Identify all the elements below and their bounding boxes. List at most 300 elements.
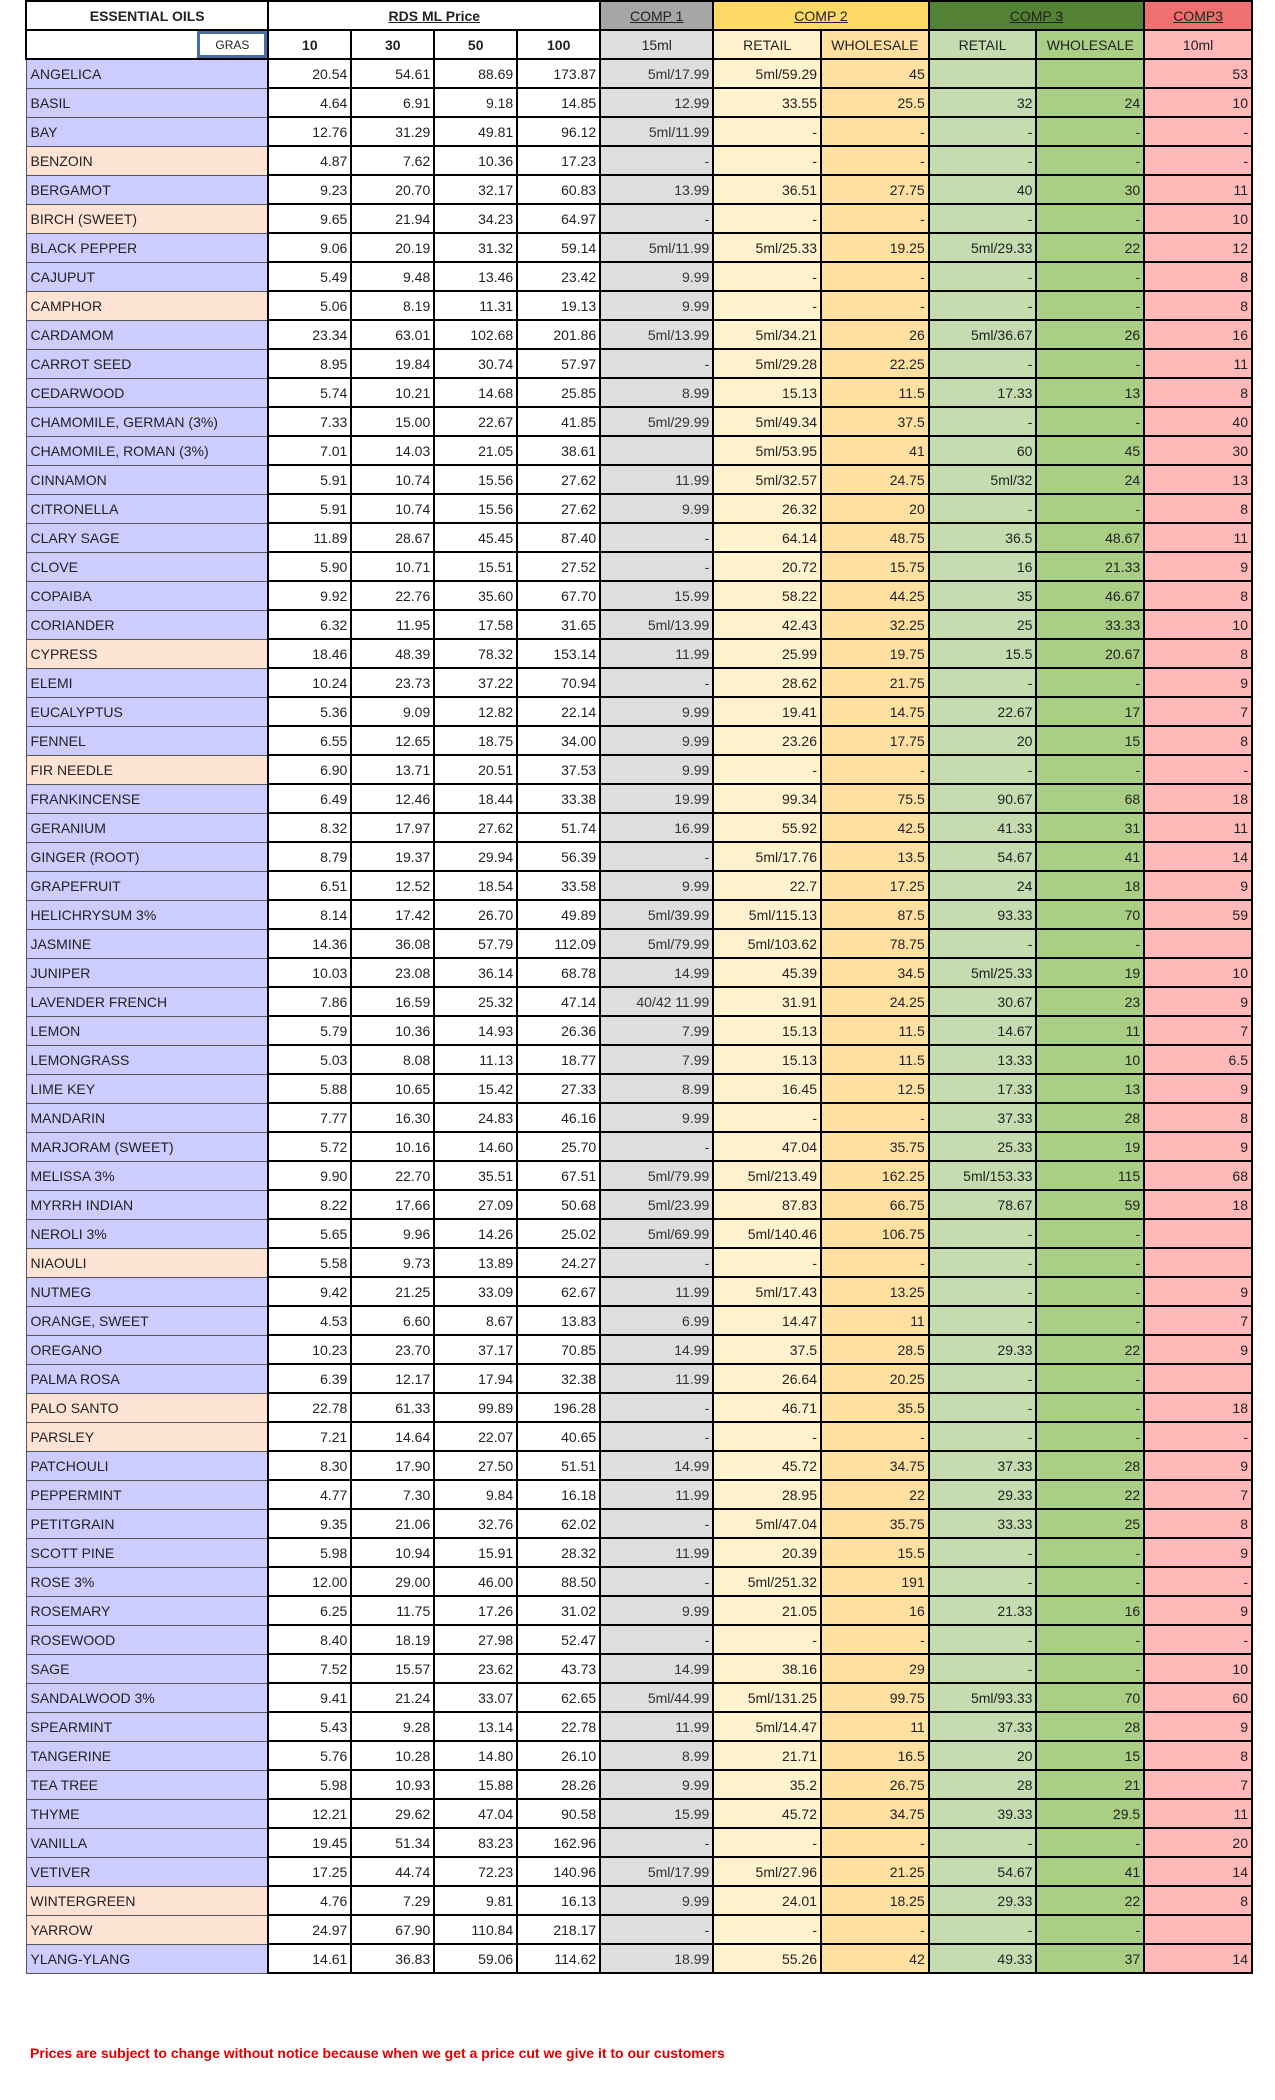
table-row [26, 204, 1252, 233]
comp3-retail-cell: - [929, 668, 1037, 697]
price-30ml-cell: 21.06 [351, 1509, 434, 1538]
comp2-wholesale-cell: 48.75 [821, 523, 929, 552]
comp2-label: COMP 2 [794, 7, 848, 24]
comp3-retail-cell: - [929, 1248, 1037, 1277]
comp4-10ml-cell: 8 [1144, 1509, 1252, 1538]
price-50ml-cell: 17.94 [434, 1364, 517, 1393]
price-50ml-cell: 29.94 [434, 842, 517, 871]
comp2-wholesale-cell: 16 [821, 1596, 929, 1625]
oil-name: JASMINE [26, 929, 268, 958]
comp1-15ml-cell: 11.99 [600, 1712, 713, 1741]
comp1-15ml-cell: - [600, 1393, 713, 1422]
comp1-15ml-cell: 5ml/44.99 [600, 1683, 713, 1712]
table-row [26, 1016, 1252, 1045]
comp2-wholesale-cell: 87.5 [821, 900, 929, 929]
comp4-10ml-cell: 8 [1144, 1741, 1252, 1770]
comp3-retail-cell: 15.5 [929, 639, 1037, 668]
comp4-10ml-cell: 9 [1144, 871, 1252, 900]
price-30ml-cell: 10.21 [351, 378, 434, 407]
comp1-15ml-cell: 9.99 [600, 697, 713, 726]
comp3-wholesale-cell: 48.67 [1036, 523, 1144, 552]
table-row [26, 755, 1252, 784]
comp4-10ml-cell: 60 [1144, 1683, 1252, 1712]
price-50ml-cell: 31.32 [434, 233, 517, 262]
comp3-retail-cell [929, 59, 1037, 88]
comp3-wholesale-cell: 68 [1036, 784, 1144, 813]
comp2-wholesale-cell: 13.5 [821, 842, 929, 871]
oil-name: PATCHOULI [26, 1451, 268, 1480]
comp2-retail-cell: 21.05 [713, 1596, 821, 1625]
comp1-15ml-cell: - [600, 1625, 713, 1654]
comp1-15ml-cell [600, 436, 713, 465]
price-30ml-cell: 9.73 [351, 1248, 434, 1277]
comp3-wholesale-cell: - [1036, 494, 1144, 523]
comp3-retail-cell: 37.33 [929, 1712, 1037, 1741]
comp2-retail-cell: 20.39 [713, 1538, 821, 1567]
comp2-retail-cell: 5ml/17.43 [713, 1277, 821, 1306]
comp2-retail-cell: 36.51 [713, 175, 821, 204]
price-50ml-cell: 14.68 [434, 378, 517, 407]
table-row [26, 1219, 1252, 1248]
comp3-retail-cell: 5ml/36.67 [929, 320, 1037, 349]
price-10ml-cell: 22.78 [268, 1393, 351, 1422]
price-10ml-cell: 14.61 [268, 1944, 351, 1973]
price-50ml-cell: 17.58 [434, 610, 517, 639]
price-10ml-cell: 6.55 [268, 726, 351, 755]
comp2-wholesale-cell: 27.75 [821, 175, 929, 204]
comp3-wholesale-cell: 26 [1036, 320, 1144, 349]
comp3-wholesale-cell: 15 [1036, 726, 1144, 755]
comp3-wholesale-cell: - [1036, 1654, 1144, 1683]
oil-name: SANDALWOOD 3% [26, 1683, 268, 1712]
comp4-10ml-cell: 9 [1144, 1335, 1252, 1364]
gras-header-cell [26, 30, 268, 59]
price-50ml-cell: 32.76 [434, 1509, 517, 1538]
comp3-retail-cell: - [929, 1422, 1037, 1451]
comp2-retail-cell: - [713, 1915, 821, 1944]
price-10ml-cell: 9.90 [268, 1161, 351, 1190]
comp3-wholesale-cell: 22 [1036, 1886, 1144, 1915]
price-100ml-cell: 40.65 [517, 1422, 600, 1451]
comp3-wholesale-cell: 15 [1036, 1741, 1144, 1770]
table-row [26, 1103, 1252, 1132]
comp3-wholesale-cell: 70 [1036, 900, 1144, 929]
price-50ml-cell: 23.62 [434, 1654, 517, 1683]
price-50ml-cell: 13.14 [434, 1712, 517, 1741]
table-row [26, 1132, 1252, 1161]
price-100ml-cell: 52.47 [517, 1625, 600, 1654]
price-100ml-cell: 68.78 [517, 958, 600, 987]
price-100ml-cell: 173.87 [517, 59, 600, 88]
price-10ml-cell: 5.98 [268, 1770, 351, 1799]
price-100ml-cell: 28.32 [517, 1538, 600, 1567]
price-50ml-cell: 88.69 [434, 59, 517, 88]
comp3-wholesale-cell: 11 [1036, 1016, 1144, 1045]
comp2-wholesale-cell: 162.25 [821, 1161, 929, 1190]
price-30ml-cell: 29.62 [351, 1799, 434, 1828]
size-30-header: 30 [351, 30, 434, 59]
price-10ml-cell: 9.92 [268, 581, 351, 610]
price-100ml-cell: 43.73 [517, 1654, 600, 1683]
price-30ml-cell: 7.30 [351, 1480, 434, 1509]
oil-name: PALMA ROSA [26, 1364, 268, 1393]
comp2-retail-cell: 45.72 [713, 1451, 821, 1480]
comp4-10ml-cell: 8 [1144, 639, 1252, 668]
comp1-15ml-cell: 9.99 [600, 1103, 713, 1132]
oil-name: SPEARMINT [26, 1712, 268, 1741]
table-row [26, 1857, 1252, 1886]
table-row [26, 320, 1252, 349]
price-50ml-cell: 18.54 [434, 871, 517, 900]
price-50ml-cell: 46.00 [434, 1567, 517, 1596]
comp2-wholesale-cell: 22.25 [821, 349, 929, 378]
price-50ml-cell: 102.68 [434, 320, 517, 349]
comp3-retail-cell: 20 [929, 726, 1037, 755]
price-10ml-cell: 5.49 [268, 262, 351, 291]
comp1-15ml-cell: - [600, 1828, 713, 1857]
comp2-wholesale-cell: 34.75 [821, 1451, 929, 1480]
comp4-10ml-cell: - [1144, 1567, 1252, 1596]
comp2-wholesale-cell: 78.75 [821, 929, 929, 958]
comp4-10ml-cell: 16 [1144, 320, 1252, 349]
comp3-wholesale-cell: 46.67 [1036, 581, 1144, 610]
comp3-wholesale-cell: 16 [1036, 1596, 1144, 1625]
price-100ml-cell: 153.14 [517, 639, 600, 668]
comp3-wholesale-cell: 22 [1036, 233, 1144, 262]
price-50ml-cell: 11.31 [434, 291, 517, 320]
price-10ml-cell: 6.32 [268, 610, 351, 639]
comp3-label: COMP 3 [1009, 7, 1064, 24]
oil-name: CLARY SAGE [26, 523, 268, 552]
price-10ml-cell: 5.74 [268, 378, 351, 407]
price-30ml-cell: 63.01 [351, 320, 434, 349]
table-row [26, 1944, 1252, 1973]
price-10ml-cell: 8.95 [268, 349, 351, 378]
oil-name: MELISSA 3% [26, 1161, 268, 1190]
oil-name: LAVENDER FRENCH [26, 987, 268, 1016]
price-30ml-cell: 6.60 [351, 1306, 434, 1335]
comp4-10ml-cell: 12 [1144, 233, 1252, 262]
comp4-10ml-cell: 18 [1144, 784, 1252, 813]
size-100-header: 100 [517, 30, 600, 59]
comp2-retail-cell: - [713, 755, 821, 784]
comp2-retail-cell: - [713, 204, 821, 233]
price-30ml-cell: 22.70 [351, 1161, 434, 1190]
oil-name: CEDARWOOD [26, 378, 268, 407]
comp2-wholesale-cell: 66.75 [821, 1190, 929, 1219]
price-50ml-cell: 34.23 [434, 204, 517, 233]
table-row [26, 1190, 1252, 1219]
price-100ml-cell: 27.62 [517, 465, 600, 494]
comp2-wholesale-cell: 75.5 [821, 784, 929, 813]
comp2-retail-cell: 5ml/59.29 [713, 59, 821, 88]
table-row [26, 1161, 1252, 1190]
comp4-10ml-cell: 9 [1144, 1596, 1252, 1625]
price-100ml-cell: 46.16 [517, 1103, 600, 1132]
price-50ml-cell: 27.62 [434, 813, 517, 842]
comp3-wholesale-cell: - [1036, 349, 1144, 378]
price-30ml-cell: 10.36 [351, 1016, 434, 1045]
comp4-10ml-cell: 10 [1144, 958, 1252, 987]
comp3-retail-cell: 5ml/153.33 [929, 1161, 1037, 1190]
comp3-wholesale-cell: 25 [1036, 1509, 1144, 1538]
price-30ml-cell: 51.34 [351, 1828, 434, 1857]
table-row [26, 1451, 1252, 1480]
oil-name: NIAOULI [26, 1248, 268, 1277]
comp3-retail-cell: - [929, 494, 1037, 523]
comp2-retail-cell: 5ml/53.95 [713, 436, 821, 465]
comp2-retail-cell: 15.13 [713, 1045, 821, 1074]
comp3-retail-cell: - [929, 262, 1037, 291]
price-100ml-cell: 51.51 [517, 1451, 600, 1480]
comp1-15ml-cell: 9.99 [600, 494, 713, 523]
comp4-10ml-cell: 8 [1144, 1103, 1252, 1132]
comp2-retail-cell: - [713, 1828, 821, 1857]
price-30ml-cell: 20.19 [351, 233, 434, 262]
table-row [26, 59, 1252, 88]
comp1-15ml-cell: 9.99 [600, 726, 713, 755]
oil-name: ROSEWOOD [26, 1625, 268, 1654]
price-10ml-cell: 20.54 [268, 59, 351, 88]
comp3-wholesale-cell: 13 [1036, 378, 1144, 407]
price-30ml-cell: 10.28 [351, 1741, 434, 1770]
comp4-10ml-cell [1144, 929, 1252, 958]
comp3-wholesale-cell: 21 [1036, 1770, 1144, 1799]
price-50ml-cell: 33.09 [434, 1277, 517, 1306]
table-row [26, 1074, 1252, 1103]
price-50ml-cell: 26.70 [434, 900, 517, 929]
price-30ml-cell: 6.91 [351, 88, 434, 117]
oil-name: VETIVER [26, 1857, 268, 1886]
comp2-retail-cell: 55.26 [713, 1944, 821, 1973]
oil-name: PARSLEY [26, 1422, 268, 1451]
comp1-15ml-cell: - [600, 1567, 713, 1596]
table-body [26, 59, 1252, 1973]
price-50ml-cell: 14.93 [434, 1016, 517, 1045]
comp2-wholesale-cell: - [821, 755, 929, 784]
price-50ml-cell: 15.91 [434, 1538, 517, 1567]
oil-name: LEMONGRASS [26, 1045, 268, 1074]
comp2-wholesale-cell: - [821, 204, 929, 233]
price-100ml-cell: 47.14 [517, 987, 600, 1016]
oil-name: CORIANDER [26, 610, 268, 639]
oil-name: PEPPERMINT [26, 1480, 268, 1509]
price-10ml-cell: 10.23 [268, 1335, 351, 1364]
comp2-retail-cell: 99.34 [713, 784, 821, 813]
comp3-retail-cell: 90.67 [929, 784, 1037, 813]
table-row [26, 552, 1252, 581]
oil-name: ORANGE, SWEET [26, 1306, 268, 1335]
price-50ml-cell: 18.44 [434, 784, 517, 813]
comp2-wholesale-cell: - [821, 1422, 929, 1451]
table-row [26, 1799, 1252, 1828]
table-row [26, 523, 1252, 552]
comp4-10ml-cell: - [1144, 755, 1252, 784]
comp2-retail-cell: - [713, 1625, 821, 1654]
table-row [26, 407, 1252, 436]
price-30ml-cell: 15.57 [351, 1654, 434, 1683]
comp2-retail-cell: 24.01 [713, 1886, 821, 1915]
comp4-10ml-cell: 59 [1144, 900, 1252, 929]
comp2-retail-cell: 5ml/115.13 [713, 900, 821, 929]
comp2-wholesale-cell: - [821, 1103, 929, 1132]
comp4-10ml-cell: 8 [1144, 291, 1252, 320]
comp3-wholesale-cell: - [1036, 1248, 1144, 1277]
oil-name: BIRCH (SWEET) [26, 204, 268, 233]
comp3-retail-cell: - [929, 291, 1037, 320]
comp3-retail-cell: - [929, 146, 1037, 175]
comp3-wholesale-cell: 13 [1036, 1074, 1144, 1103]
oil-name: BAY [26, 117, 268, 146]
comp2-retail-cell: - [713, 146, 821, 175]
price-100ml-cell: 28.26 [517, 1770, 600, 1799]
comp4-10ml-cell: 53 [1144, 59, 1252, 88]
price-100ml-cell: 49.89 [517, 900, 600, 929]
comp2-retail-cell: 23.26 [713, 726, 821, 755]
comp3-wholesale-cell: 33.33 [1036, 610, 1144, 639]
price-100ml-cell: 60.83 [517, 175, 600, 204]
price-30ml-cell: 9.28 [351, 1712, 434, 1741]
price-50ml-cell: 21.05 [434, 436, 517, 465]
price-100ml-cell: 96.12 [517, 117, 600, 146]
comp2-wholesale-cell: 16.5 [821, 1741, 929, 1770]
oil-name: CYPRESS [26, 639, 268, 668]
comp2-retail-cell: 5ml/25.33 [713, 233, 821, 262]
oil-name: NEROLI 3% [26, 1219, 268, 1248]
price-10ml-cell: 4.87 [268, 146, 351, 175]
oil-name: CARDAMOM [26, 320, 268, 349]
price-50ml-cell: 22.67 [434, 407, 517, 436]
price-10ml-cell: 5.03 [268, 1045, 351, 1074]
price-10ml-cell: 7.52 [268, 1654, 351, 1683]
comp4-10ml-cell: 14 [1144, 1857, 1252, 1886]
comp1-15ml-cell: 8.99 [600, 1074, 713, 1103]
comp1-15ml-cell: 5ml/13.99 [600, 320, 713, 349]
table-row [26, 1277, 1252, 1306]
comp1-15ml-cell: 7.99 [600, 1045, 713, 1074]
comp1-15ml-cell: 15.99 [600, 1799, 713, 1828]
table-row [26, 436, 1252, 465]
price-30ml-cell: 17.42 [351, 900, 434, 929]
comp3-wholesale-cell: 18 [1036, 871, 1144, 900]
comp4-10ml-cell: 8 [1144, 494, 1252, 523]
comp2-wholesale-cell: 26 [821, 320, 929, 349]
comp4-10ml-cell: 9 [1144, 668, 1252, 697]
comp1-15ml-cell: 14.99 [600, 1451, 713, 1480]
comp3-retail-cell: - [929, 407, 1037, 436]
comp4-10ml-cell: 7 [1144, 1480, 1252, 1509]
comp1-15ml-cell: 5ml/29.99 [600, 407, 713, 436]
comp2-wholesale-cell: 20 [821, 494, 929, 523]
comp3-retail-cell: 36.5 [929, 523, 1037, 552]
price-100ml-cell: 59.14 [517, 233, 600, 262]
comp2-retail-cell: - [713, 1103, 821, 1132]
comp4-10ml-cell: 10 [1144, 1654, 1252, 1683]
price-30ml-cell: 14.03 [351, 436, 434, 465]
comp3-retail-cell: 40 [929, 175, 1037, 204]
price-100ml-cell: 87.40 [517, 523, 600, 552]
price-10ml-cell: 6.25 [268, 1596, 351, 1625]
oil-name: SCOTT PINE [26, 1538, 268, 1567]
comp3-wholesale-cell: - [1036, 1567, 1144, 1596]
comp3-wholesale-cell: - [1036, 755, 1144, 784]
comp3-wholesale-header: WHOLESALE [1036, 30, 1144, 59]
price-10ml-cell: 4.53 [268, 1306, 351, 1335]
oil-name: SAGE [26, 1654, 268, 1683]
price-10ml-cell: 5.91 [268, 494, 351, 523]
comp1-15ml-cell: 5ml/17.99 [600, 59, 713, 88]
oil-name: PETITGRAIN [26, 1509, 268, 1538]
comp4-10ml-cell: 10 [1144, 204, 1252, 233]
price-50ml-cell: 20.51 [434, 755, 517, 784]
comp2-retail-cell: 35.2 [713, 1770, 821, 1799]
price-100ml-cell: 27.33 [517, 1074, 600, 1103]
price-100ml-cell: 16.13 [517, 1886, 600, 1915]
price-10ml-cell: 24.97 [268, 1915, 351, 1944]
table-row [26, 1915, 1252, 1944]
comp3-retail-cell: 35 [929, 581, 1037, 610]
comp2-retail-cell: 5ml/14.47 [713, 1712, 821, 1741]
table-row [26, 465, 1252, 494]
price-30ml-cell: 12.46 [351, 784, 434, 813]
comp2-wholesale-cell: 41 [821, 436, 929, 465]
price-30ml-cell: 48.39 [351, 639, 434, 668]
oil-name: WINTERGREEN [26, 1886, 268, 1915]
table-row [26, 1422, 1252, 1451]
comp3-retail-cell: - [929, 349, 1037, 378]
comp3-retail-cell: 41.33 [929, 813, 1037, 842]
price-50ml-cell: 27.98 [434, 1625, 517, 1654]
comp4-sub-header: 10ml [1144, 30, 1252, 59]
table-row [26, 813, 1252, 842]
comp1-15ml-cell: 16.99 [600, 813, 713, 842]
price-10ml-cell: 7.33 [268, 407, 351, 436]
comp3-wholesale-cell: 24 [1036, 88, 1144, 117]
oil-name: YLANG-YLANG [26, 1944, 268, 1973]
comp2-retail-cell: 38.16 [713, 1654, 821, 1683]
table-row [26, 1393, 1252, 1422]
comp3-retail-cell: - [929, 1306, 1037, 1335]
comp4-10ml-cell: 20 [1144, 1828, 1252, 1857]
comp2-retail-cell: 15.13 [713, 378, 821, 407]
comp4-10ml-cell: - [1144, 1625, 1252, 1654]
comp2-wholesale-cell: 191 [821, 1567, 929, 1596]
price-100ml-cell: 17.23 [517, 146, 600, 175]
price-30ml-cell: 11.95 [351, 610, 434, 639]
comp3-wholesale-cell: - [1036, 1364, 1144, 1393]
price-30ml-cell: 31.29 [351, 117, 434, 146]
comp3-retail-cell: - [929, 1277, 1037, 1306]
comp2-wholesale-cell: 44.25 [821, 581, 929, 610]
comp3-wholesale-cell: 31 [1036, 813, 1144, 842]
comp2-retail-cell: 5ml/103.62 [713, 929, 821, 958]
table-row [26, 378, 1252, 407]
price-10ml-cell: 6.49 [268, 784, 351, 813]
table-row [26, 1625, 1252, 1654]
oil-name: CAMPHOR [26, 291, 268, 320]
comp2-retail-cell: 47.04 [713, 1132, 821, 1161]
price-50ml-cell: 83.23 [434, 1828, 517, 1857]
comp3-retail-cell: 22.67 [929, 697, 1037, 726]
price-10ml-cell: 14.36 [268, 929, 351, 958]
comp2-retail-cell: 45.72 [713, 1799, 821, 1828]
table-row [26, 784, 1252, 813]
price-50ml-cell: 99.89 [434, 1393, 517, 1422]
comp2-wholesale-cell: - [821, 146, 929, 175]
comp4-10ml-cell: 8 [1144, 581, 1252, 610]
price-30ml-cell: 17.90 [351, 1451, 434, 1480]
price-10ml-cell: 8.40 [268, 1625, 351, 1654]
